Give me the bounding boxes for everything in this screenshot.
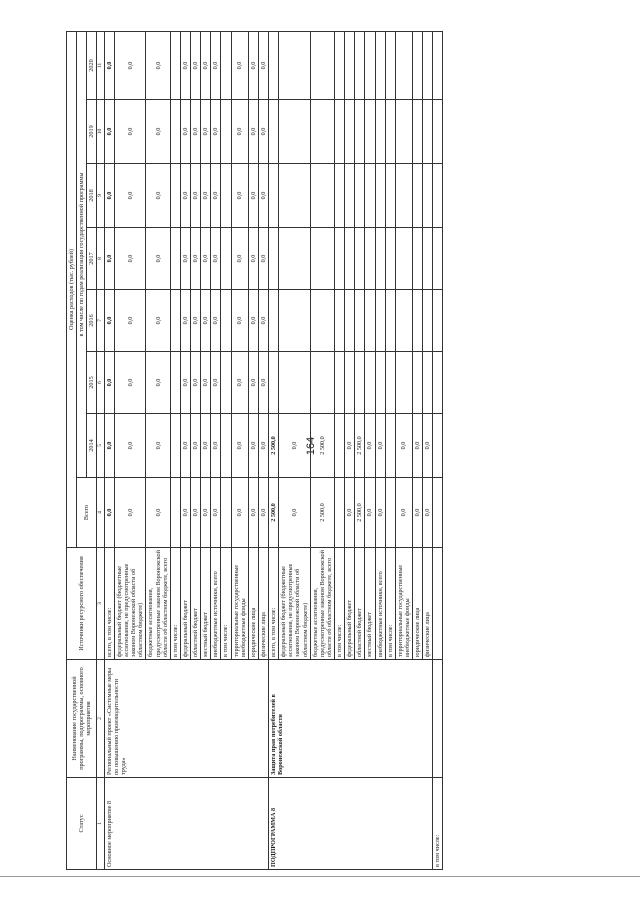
document-sheet [66,32,612,870]
value-year: 0,0 [258,414,268,478]
page-number: 164 [305,436,318,456]
row-source: в том числе: [335,548,345,660]
value-year [221,352,231,414]
value-total: 0,0 [375,478,385,548]
value-year [310,164,334,228]
value-year [375,290,385,352]
value-year: 0,0 [146,414,170,478]
value-year [269,352,279,414]
value-year [385,100,395,164]
value-year [423,164,433,228]
value-total: 2 500,0 [269,478,279,548]
value-total: 0,0 [180,478,190,548]
value-year [269,31,279,99]
value-year [423,290,433,352]
row-source: в том числе: [170,548,180,660]
value-year [385,290,395,352]
value-year [433,414,443,478]
value-total: 0,0 [231,478,248,548]
value-year: 0,0 [180,164,190,228]
value-year [221,164,231,228]
value-year: 0,0 [191,228,201,290]
value-year: 0,0 [248,164,258,228]
value-year: 0,0 [104,100,114,164]
value-year [345,290,355,352]
value-year: 0,0 [248,228,258,290]
value-year: 0,0 [146,164,170,228]
header-column-index: 7 [97,290,104,352]
value-total [385,478,395,548]
value-year [310,228,334,290]
header-year: 2015 [87,352,97,414]
value-year: 0,0 [201,31,211,99]
value-year [413,352,423,414]
value-year [395,100,412,164]
row-source: территориальные государственные внебюджетные фонды [395,548,412,660]
header-year: 2019 [87,100,97,164]
value-year: 2 500,0 [355,414,365,478]
row-name [433,660,443,778]
value-year [395,164,412,228]
row-name: Защита прав потребителей в Воронежской области [269,660,433,778]
row-source: внебюджетные источники, всего [375,548,385,660]
header-name: Наименование государственной программы, подпрограммы, основного мероприятия [67,660,97,778]
value-year: 0,0 [248,31,258,99]
row-source: физические лица [423,548,433,660]
value-year [279,31,311,99]
value-year [355,290,365,352]
row-source: всего, в том числе: [104,548,114,660]
value-year [385,164,395,228]
budget-table-body [104,31,443,869]
value-year: 0,0 [231,290,248,352]
value-year [345,228,355,290]
value-year [413,31,423,99]
header-column-index: 10 [97,100,104,164]
row-source: территориальные государственные внебюджетные фонды [231,548,248,660]
value-year [375,228,385,290]
value-year [355,228,365,290]
row-source: федеральный бюджет (бюджетные ассигнования, не предусмотренные законом Воронежской области об областном бюджете) [114,548,146,660]
value-year: 0,0 [201,228,211,290]
value-year [170,290,180,352]
value-year: 0,0 [191,352,201,414]
value-total: 0,0 [423,478,433,548]
row-source: федеральный бюджет [345,548,355,660]
value-year: 0,0 [231,228,248,290]
value-year: 0,0 [104,228,114,290]
value-year: 0,0 [248,290,258,352]
value-year: 0,0 [191,100,201,164]
value-year: 0,0 [114,164,146,228]
value-year: 0,0 [231,100,248,164]
value-year: 0,0 [104,352,114,414]
value-year [365,228,375,290]
value-year [335,228,345,290]
value-year [269,100,279,164]
value-year [279,290,311,352]
header-year: 2018 [87,164,97,228]
row-status: в том числе: [433,778,443,870]
value-year: 0,0 [104,414,114,478]
value-total: 0,0 [395,478,412,548]
value-year [221,100,231,164]
header-year: 2017 [87,228,97,290]
value-year [335,100,345,164]
value-year: 0,0 [413,414,423,478]
value-year [395,290,412,352]
value-year [221,414,231,478]
value-year [269,228,279,290]
value-year: 0,0 [191,164,201,228]
value-year [395,228,412,290]
header-column-index: 4 [97,478,104,548]
row-source: областной бюджет [191,548,201,660]
value-year: 0,0 [211,228,221,290]
value-year [365,31,375,99]
value-year [413,100,423,164]
value-year [221,290,231,352]
value-year: 0,0 [146,290,170,352]
value-total: 0,0 [345,478,355,548]
row-source: юридические лица [413,548,423,660]
value-year: 0,0 [180,31,190,99]
value-year: 0,0 [114,228,146,290]
value-year: 0,0 [114,290,146,352]
value-year [355,352,365,414]
value-year [423,31,433,99]
value-total [433,478,443,548]
value-year: 0,0 [146,100,170,164]
value-total: 0,0 [114,478,146,548]
row-status: ПОДПРОГРАММА 8 [269,778,433,870]
value-total: 0,0 [258,478,268,548]
value-year: 0,0 [180,228,190,290]
value-year [375,100,385,164]
value-year: 0,0 [191,414,201,478]
value-year [170,228,180,290]
value-year: 0,0 [258,228,268,290]
value-year [221,31,231,99]
value-year: 2 500,0 [310,414,334,478]
value-year: 0,0 [114,352,146,414]
value-year [335,164,345,228]
value-total [335,478,345,548]
row-source [433,548,443,660]
value-year [433,228,443,290]
header-year: 2020 [87,31,97,99]
value-year: 0,0 [211,164,221,228]
header-year: 2016 [87,290,97,352]
value-year [365,290,375,352]
header-column-index: 11 [97,31,104,99]
row-source: бюджетные ассигнования, предусмотренные законом Воронежской области об областном бюджете, всего [146,548,170,660]
value-year: 0,0 [211,100,221,164]
value-year [279,164,311,228]
value-year [395,352,412,414]
header-status: Статус [67,778,97,870]
header-estimate: Оценка расходов (тыс. рублей) [67,31,77,547]
row-source: всего, в том числе: [269,548,279,660]
value-year: 0,0 [211,290,221,352]
value-year: 0,0 [375,414,385,478]
value-year: 0,0 [191,290,201,352]
value-year [385,31,395,99]
value-year: 0,0 [201,352,211,414]
header-column-index: 3 [97,548,104,660]
value-year [423,352,433,414]
row-name: Региональный проект «Системные меры по повышению производительности труда» [104,660,268,778]
value-total: 0,0 [413,478,423,548]
value-year [385,352,395,414]
value-year [413,290,423,352]
value-year: 0,0 [258,100,268,164]
value-year [335,414,345,478]
value-total: 0,0 [365,478,375,548]
value-year: 0,0 [345,414,355,478]
value-year [221,228,231,290]
value-year [433,164,443,228]
row-status: Основное мероприятие 8 [104,778,268,870]
value-year [355,31,365,99]
value-year [433,290,443,352]
header-year: 2014 [87,414,97,478]
value-year: 0,0 [279,414,311,478]
value-total: 0,0 [104,478,114,548]
value-year: 0,0 [104,290,114,352]
value-total: 0,0 [191,478,201,548]
value-year [335,352,345,414]
value-year [279,228,311,290]
value-year [375,164,385,228]
header-column-index: 9 [97,164,104,228]
value-year: 0,0 [180,290,190,352]
value-year: 0,0 [231,414,248,478]
value-year: 0,0 [211,352,221,414]
value-year: 0,0 [248,414,258,478]
value-year [355,164,365,228]
value-year [375,31,385,99]
table-row [433,31,443,869]
value-year [310,31,334,99]
value-year: 0,0 [258,164,268,228]
value-year [170,352,180,414]
header-source: Источники ресурсного обеспечения [67,548,97,660]
value-year: 2 500,0 [269,414,279,478]
value-total: 2 500,0 [355,478,365,548]
value-year: 0,0 [211,414,221,478]
value-year [395,31,412,99]
header-period-note: в том числе по годам реализации государственной программы [77,31,87,477]
value-total: 2 500,0 [310,478,334,548]
value-year: 0,0 [231,352,248,414]
value-year: 0,0 [114,414,146,478]
value-year [310,352,334,414]
value-year [433,352,443,414]
row-source: областной бюджет [355,548,365,660]
row-source: бюджетные ассигнования, предусмотренные законом Воронежской области об областном бюджете, всего [310,548,334,660]
value-year [385,228,395,290]
value-year [355,100,365,164]
header-total: Всего [77,478,97,548]
value-year: 0,0 [146,352,170,414]
value-year [365,100,375,164]
value-year [310,290,334,352]
value-year [433,31,443,99]
value-year: 0,0 [114,31,146,99]
value-year [279,352,311,414]
value-year [413,164,423,228]
value-year: 0,0 [231,164,248,228]
value-year [385,414,395,478]
value-year [269,164,279,228]
value-year [423,100,433,164]
value-year [423,228,433,290]
value-year [269,290,279,352]
value-year: 0,0 [248,352,258,414]
value-year [345,352,355,414]
value-year [365,164,375,228]
value-year [365,352,375,414]
row-source: в том числе: [221,548,231,660]
value-year: 0,0 [395,414,412,478]
value-year: 0,0 [258,31,268,99]
header-column-index: 1 [97,778,104,870]
value-total [170,478,180,548]
value-total: 0,0 [146,478,170,548]
header-column-index: 2 [97,660,104,778]
value-year: 0,0 [211,31,221,99]
value-year: 0,0 [201,164,211,228]
value-year: 0,0 [231,31,248,99]
value-total: 0,0 [248,478,258,548]
row-source: внебюджетные источники, всего [211,548,221,660]
value-year: 0,0 [258,352,268,414]
row-source: местный бюджет [201,548,211,660]
value-year: 0,0 [365,414,375,478]
value-year: 0,0 [146,31,170,99]
value-year: 0,0 [104,164,114,228]
row-source: юридические лица [248,548,258,660]
value-year [170,100,180,164]
value-year: 0,0 [104,31,114,99]
value-year: 0,0 [191,31,201,99]
header-column-index: 5 [97,414,104,478]
value-year [279,100,311,164]
row-source: физические лица [258,548,268,660]
row-source: федеральный бюджет [180,548,190,660]
value-year: 0,0 [180,352,190,414]
value-year [170,164,180,228]
value-year: 0,0 [201,290,211,352]
value-year [433,100,443,164]
value-year: 0,0 [180,100,190,164]
value-year: 0,0 [180,414,190,478]
value-year [335,31,345,99]
row-source: местный бюджет [365,548,375,660]
value-year [345,31,355,99]
value-year [413,228,423,290]
header-column-index: 6 [97,352,104,414]
table-row [104,31,114,869]
bottom-rule [0,876,640,877]
value-year [345,100,355,164]
rotated-budget-table-container [66,32,612,870]
value-year: 0,0 [201,100,211,164]
row-source: в том числе: [385,548,395,660]
value-total: 0,0 [279,478,311,548]
value-year [170,31,180,99]
value-total: 0,0 [211,478,221,548]
value-year [375,352,385,414]
table-row [269,31,279,869]
value-year: 0,0 [114,100,146,164]
value-year [345,164,355,228]
value-year: 0,0 [258,290,268,352]
budget-table [66,31,443,870]
value-total: 0,0 [201,478,211,548]
header-column-index: 8 [97,228,104,290]
header-index-row [97,31,104,869]
value-total [221,478,231,548]
value-year: 0,0 [248,100,258,164]
row-source: федеральный бюджет (бюджетные ассигнования, не предусмотренные законом Воронежской области об областном бюджете) [279,548,311,660]
value-year: 0,0 [146,228,170,290]
value-year: 0,0 [423,414,433,478]
value-year: 0,0 [201,414,211,478]
value-year [170,414,180,478]
value-year [335,290,345,352]
value-year [310,100,334,164]
